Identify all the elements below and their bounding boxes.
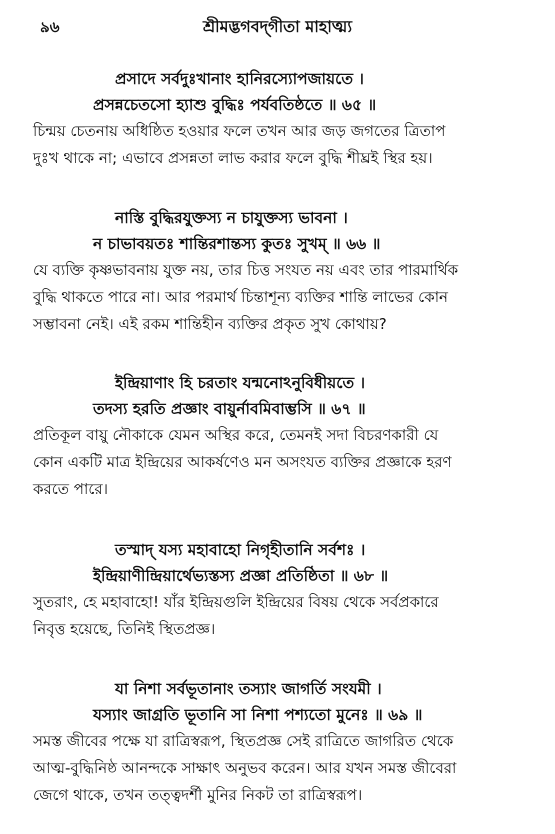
page-number: ৯৬ (40, 18, 60, 36)
verse-line: তস্মাদ্ যস্য মহাবাহো নিগৃহীতানি সর্বশঃ । (115, 541, 366, 559)
translation-line: চিন্ময় চেতনায় অধিষ্ঠিত হওয়ার ফলে তখন আর জড় জগতের ত্রিতাপ (33, 122, 446, 140)
translation-line: জেগে থাকে, তখন তত্ত্বদর্শী মুনির নিকট তা রাত্রিস্বরূপ। (33, 786, 363, 804)
verse-line: প্রসাদে সর্বদুঃখানাং হানিরস্যোপজায়তে । (115, 70, 364, 88)
translation-line: সমস্ত জীবের পক্ষে যা রাত্রিস্বরূপ, স্থিতপ্রজ্ঞ সেই রাত্রিতে জাগরিত থেকে (33, 732, 454, 750)
translation-line: বুদ্ধি থাকতে পারে না। আর পরমার্থ চিন্তাশূন্য ব্যক্তির শান্তি লাভের কোন (33, 288, 448, 306)
verse-line: তদস্য হরতি প্রজ্ঞাং বায়ুর্নাবমিবাম্ভসি ॥ ৬৭ ॥ (93, 400, 366, 418)
verse-line: ইন্দ্রিয়াণীন্দ্রিয়ার্থেভ্যস্তস্য প্রজ্ঞা প্রতিষ্ঠিতা ॥ ৬৮ ॥ (93, 567, 389, 585)
translation-line: আত্ম-বুদ্ধিনিষ্ঠ আনন্দকে সাক্ষাৎ অনুভব করেন। আর যখন সমস্ত জীবেরা (33, 759, 457, 777)
translation-line: যে ব্যক্তি কৃষ্ণভাবনায় যুক্ত নয়, তার চিত্ত সংযত নয় এবং তার পারমার্থিক (33, 261, 459, 279)
verse-line: যা নিশা সর্বভূতানাং তস্যাং জাগর্তি সংযমী । (115, 680, 382, 698)
running-header (40, 14, 515, 42)
verse-line: ন চাভাবয়তঃ শান্তিরশান্তস্য কুতঃ সুখম্ ॥ ৬৬ ॥ (93, 235, 381, 253)
translation-line: কোন একটি মাত্র ইন্দ্রিয়ের আকর্ষণেও মন অসংযত ব্যক্তির প্রজ্ঞাকে হরণ (33, 453, 452, 471)
translation-line: করতে পারে। (33, 480, 108, 498)
verse-block-67 (33, 370, 535, 503)
verse-line: ইন্দ্রিয়াণাং হি চরতাং যন্মনোঽনুবিধীয়তে । (115, 374, 366, 392)
book-title: শ্রীমদ্ভগবদ্‌গীতা মাহাত্ম্য (202, 17, 352, 36)
verse-line: যস্যাং জাগ্রতি ভূতানি সা নিশা পশ্যতো মুনেঃ ॥ ৬৯ ॥ (93, 706, 423, 724)
translation-line: দুঃখ থাকে না; এভাবে প্রসন্নতা লাভ করার ফলে বুদ্ধি শীঘ্রই স্থির হয়। (33, 149, 433, 167)
verse-line: নাস্তি বুদ্ধিরযুক্তস্য ন চাযুক্তস্য ভাবনা । (115, 209, 348, 227)
translation-line: প্রতিকূল বায়ু নৌকাকে যেমন অস্থির করে, তেমনই সদা বিচরণকারী যে (33, 426, 439, 444)
verse-block-68 (33, 537, 535, 643)
verse-block-65 (33, 66, 535, 172)
verse-block-66 (33, 205, 535, 338)
translation-line: নিবৃত্ত হয়েছে, তিনিই স্থিতপ্রজ্ঞ। (33, 620, 216, 638)
translation-line: সম্ভাবনা নেই। এই রকম শান্তিহীন ব্যক্তির প্রকৃত সুখ কোথায়? (33, 315, 387, 333)
verse-line: প্রসন্নচেতসো হ্যাশু বুদ্ধিঃ পর্যবতিষ্ঠতে ॥ ৬৫ ॥ (93, 96, 377, 114)
verse-block-69 (33, 676, 535, 809)
translation-line: সুতরাং, হে মহাবাহো! যাঁর ইন্দ্রিয়গুলি ইন্দ্রিয়ের বিষয় থেকে সর্বপ্রকারে (33, 593, 439, 611)
